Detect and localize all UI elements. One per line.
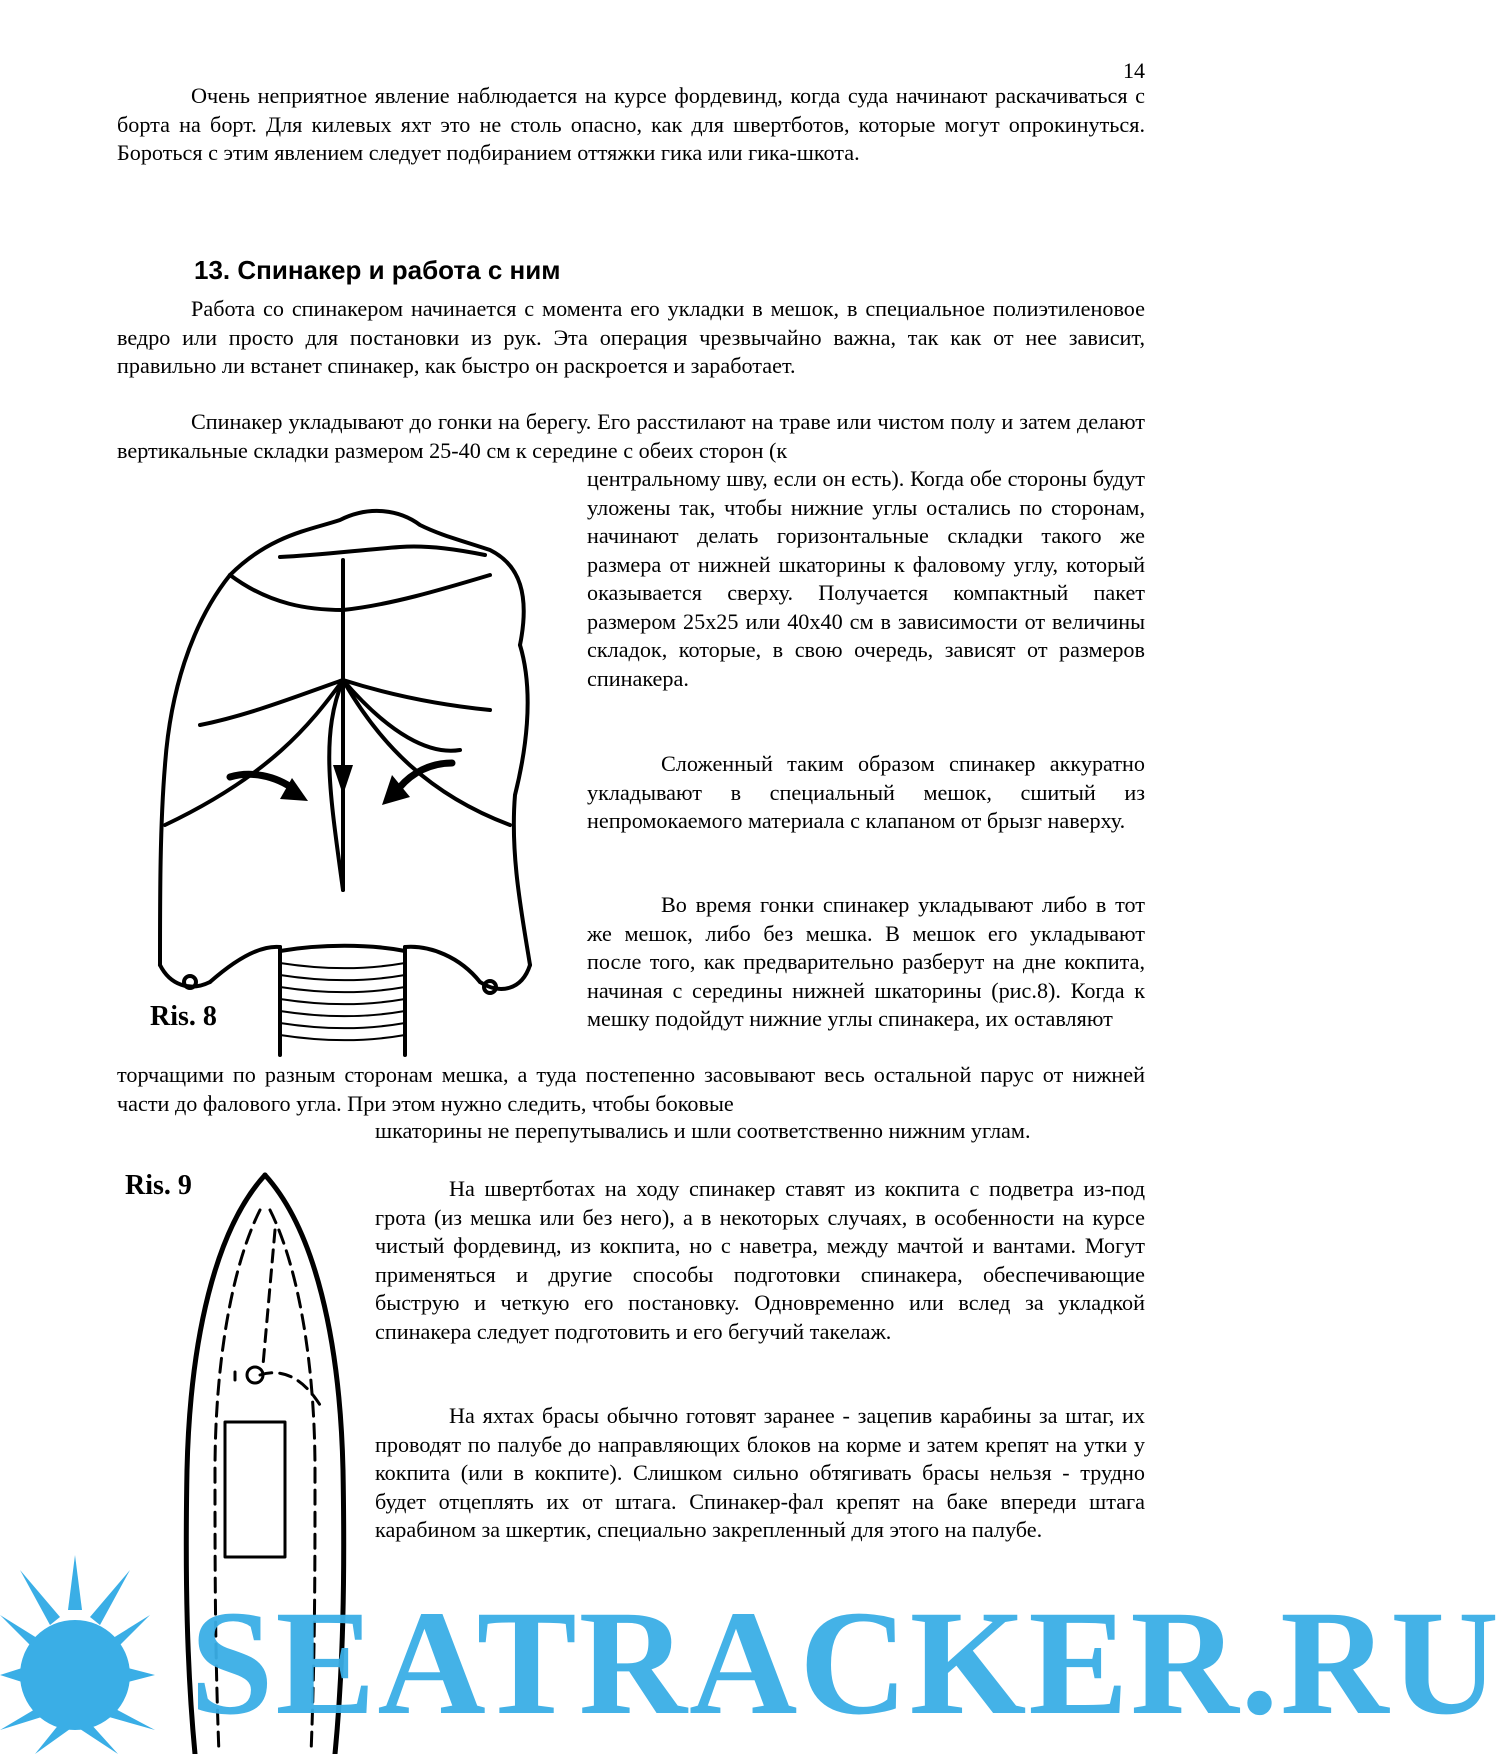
section-heading: 13. Спинакер и работа с ним: [194, 255, 561, 285]
paragraph-bag: Сложенный таким образом спинакер аккуратно укладывают в специальный мешок, сшитый из непромокаемого материала с клапаном от брызг наверху.: [587, 751, 1145, 833]
paragraph-spinnaker-intro: Работа со спинакером начинается с момента его укладки в мешок, в специальное полиэтиленовое ведро или просто для постановки из рук. Эта операция чрезвычайно важна, так как от нее зависит, правильно ли встанет спинакер, как быстро он раскроется и заработает.: [117, 296, 1145, 378]
sun-watermark-icon: [0, 1555, 200, 1754]
page-number: 14: [1123, 58, 1145, 83]
paragraph-folding-cont: центральному шву, если он есть). Когда обе стороны будут уложены так, чтобы нижние углы остались по сторонам, начинают делать горизонтальные складки такого же размера от нижней шкаторины к фаловому углу, который оказывается сверху. Получается компактный пакет размером 25х25 или 40х40 см в зависимости от величины складок, которые, в свою очередь, зависят от размеров спинакера.: [587, 466, 1145, 691]
paragraph-racing-pack: Во время гонки спинакер укладывают либо в тот же мешок, либо без мешка. В мешок его укладывают после того, как предварительно разберут на дне кокпита, начиная с середины нижней шкаторины (рис.8). Когда к мешку подойдут нижние углы спинакера, их оставляют: [587, 892, 1145, 1031]
watermark-text: SEATRACKER.RU: [190, 1580, 1501, 1746]
paragraph-broad-reach: Очень неприятное явление наблюдается на курсе фордевинд, когда суда начинают раскачиваться с борта на борт. Для килевых яхт это не столь опасно, как для швертботов, которые могут опрокинуться. Бороться с этим явлением следует подбиранием оттяжки гика или гика-шкота.: [117, 83, 1145, 165]
paragraph-dinghy: На швертботах на ходу спинакер ставят из кокпита с подветра из-под грота (из мешка или без него), а в некоторых случаях, в особенности на курсе чистый фордевинд, из кокпита, но с наветра, между мачтой и вантами. Могут применяться и другие способы подготовки спинакера, обеспечивающие быструю и четкую его постановку. Одновременно или вслед за укладкой спинакера следует подготовить и его бегучий такелаж.: [375, 1176, 1145, 1344]
paragraph-racing-pack-end: шкаторины не перепутывались и шли соответственно нижним углам.: [375, 1118, 1031, 1143]
paragraph-folding-start: Спинакер укладывают до гонки на берегу. Его расстилают на траве или чистом полу и затем делают вертикальные складки размером 25-40 см к середине с обеих сторон (к: [117, 409, 1145, 463]
paragraph-yacht-braces: На яхтах брасы обычно готовят заранее - зацепив карабины за штаг, их проводят по палубе до направляющих блоков на корме и затем крепят на утки у кокпита (или в кокпите). Слишком сильно обтягивать брасы нельзя - трудно будет отцеплять их от штага. Спинакер-фал крепят на баке впереди штага карабином за шкертик, специально закрепленный для этого на палубе.: [375, 1403, 1145, 1542]
figure-8-label: Ris. 8: [150, 1001, 217, 1032]
spinnaker-bag-illustration: [130, 495, 570, 1055]
paragraph-racing-pack-cont: торчащими по разным сторонам мешка, а туда постепенно засовывают весь остальной парус от нижней части до фалового угла. При этом нужно следить, чтобы боковые: [117, 1062, 1145, 1116]
figure-9-label: Ris. 9: [125, 1170, 192, 1201]
